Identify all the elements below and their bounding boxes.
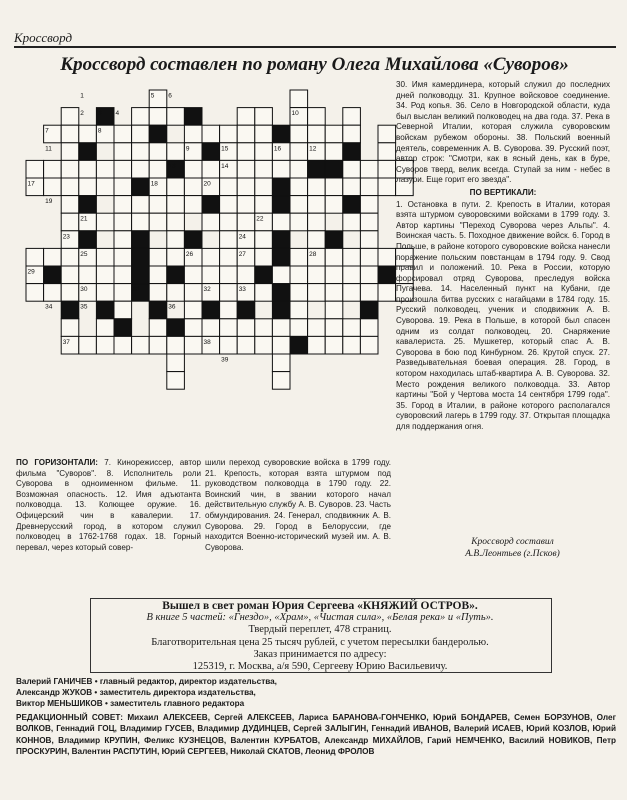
grid-cell[interactable]	[184, 301, 202, 319]
grid-number: 10	[291, 110, 299, 118]
grid-cell[interactable]	[132, 108, 150, 126]
editorial-board	[16, 712, 616, 757]
grid-cell[interactable]	[167, 143, 185, 161]
grid-cell[interactable]	[114, 301, 132, 319]
grid-cell[interactable]	[237, 213, 255, 231]
grid-number: 31	[133, 286, 141, 294]
grid-cell[interactable]	[360, 178, 378, 196]
grid-cell[interactable]	[61, 125, 79, 143]
grid-cell[interactable]	[132, 336, 150, 354]
grid-cell[interactable]	[167, 213, 185, 231]
grid-cell[interactable]	[343, 160, 361, 178]
grid-cell[interactable]	[290, 319, 308, 337]
grid-block	[272, 301, 290, 319]
grid-cell[interactable]	[79, 266, 97, 284]
grid-cell[interactable]	[96, 213, 114, 231]
grid-cell[interactable]	[255, 160, 273, 178]
grid-cell[interactable]	[132, 143, 150, 161]
grid-cell[interactable]	[290, 90, 308, 108]
grid-cell[interactable]	[220, 336, 238, 354]
board-names: Михаил АЛЕКСЕЕВ, Сергей АЛЕКСЕЕВ, Лариса БАРАНОВА-ГОНЧЕНКО, Юрий БОНДАРЕВ, Семен БОРЗУНОВ, Олег ВОЛКОВ, Геннадий ГОЦ, Владимир ГУСЕВ, Владимир ДУДИНЦЕВ, Сергей ЗАЛЫГИН, Геннадий ИВАНОВ, Валерий ИСАЕВ, Юрий КОЗЛОВ, Юрий КОННОВ, Владимир КРУПИН, Феликс КУЗНЕЦОВ, Валентин КУРБАТОВ, Александр МИХАЙЛОВ, Гарий НЕМЧЕНКО, Василий НОВИКОВ, Петр ПРОСКУРИН, Валентин РАСПУТИН, Юрий СЕРГЕЕВ, Николай СКАТОВ, Леонид ФРОЛОВ	[16, 713, 616, 756]
grid-cell[interactable]	[290, 284, 308, 302]
grid-cell[interactable]	[149, 160, 167, 178]
grid-cell[interactable]	[360, 213, 378, 231]
grid-number: 34	[45, 303, 53, 311]
grid-cell[interactable]	[343, 319, 361, 337]
grid-number: 9	[185, 145, 190, 153]
grid-number: 30	[80, 286, 88, 294]
grid-cell[interactable]	[237, 143, 255, 161]
grid-cell[interactable]	[308, 231, 326, 249]
grid-cell[interactable]	[360, 266, 378, 284]
grid-number: 19	[45, 198, 53, 206]
grid-block	[132, 248, 150, 266]
grid-cell[interactable]	[360, 336, 378, 354]
grid-block	[290, 336, 308, 354]
grid-cell[interactable]	[167, 372, 185, 390]
grid-cell[interactable]	[114, 248, 132, 266]
grid-number: 39	[221, 356, 229, 364]
grid-cell[interactable]	[290, 248, 308, 266]
grid-cell[interactable]	[96, 160, 114, 178]
grid-cell[interactable]	[378, 143, 396, 161]
grid-cell[interactable]	[44, 248, 62, 266]
grid-number: 18	[150, 180, 158, 188]
board-label: РЕДАКЦИОННЫЙ СОВЕТ:	[16, 713, 124, 722]
grid-number: 14	[221, 162, 229, 170]
grid-cell[interactable]	[237, 125, 255, 143]
grid-cell[interactable]	[325, 284, 343, 302]
grid-number: 20	[203, 180, 211, 188]
grid-cell[interactable]	[61, 196, 79, 214]
grid-number: 33	[238, 286, 246, 294]
grid-cell[interactable]	[290, 160, 308, 178]
grid-cell[interactable]	[255, 143, 273, 161]
grid-cell[interactable]	[308, 108, 326, 126]
grid-number: 32	[203, 286, 211, 294]
grid-block	[132, 231, 150, 249]
grid-block	[308, 160, 326, 178]
grid-number: 28	[309, 250, 317, 258]
grid-cell[interactable]	[44, 178, 62, 196]
staff-line: Валерий ГАНИЧЕВ • главный редактор, директор издательства,	[16, 677, 277, 686]
grid-cell[interactable]	[79, 160, 97, 178]
grid-cell[interactable]	[114, 196, 132, 214]
grid-cell[interactable]	[202, 319, 220, 337]
across-clues-mid: шили переход суворовские войска в 1799 году. 21. Крепость, которая взята штурмом под руководством полководца в 1790 году. 22. Воинский чин, в звании которого начал действительную службу А. В. Суворов. 23. Часть обмундирования. 24. Генерал, сподвижник А. В. Суворова. 29. Город в Белоруссии, где находится Военно-исторический музей им. А. В. Суворова.	[205, 458, 391, 552]
grid-cell[interactable]	[220, 231, 238, 249]
crossword-credit	[410, 536, 615, 560]
grid-cell[interactable]	[272, 213, 290, 231]
grid-block	[272, 178, 290, 196]
grid-cell[interactable]	[272, 336, 290, 354]
grid-cell[interactable]	[26, 160, 44, 178]
grid-cell[interactable]	[149, 319, 167, 337]
grid-block	[237, 301, 255, 319]
across-clues-part1: 7. Кинорежиссер, автор фильма "Суворов". 8. Исполнитель роли Суворова в одноименном фильме. 11. Возможная опасность. 12. Имя адъютанта полководца. 13. Колющее оружие. 16. Офицерский чин в кавалерии. 17. Древнерусский город, в котором служил полководец в 1762-1768 годах. 18. Горный перевал, через который совер-	[16, 458, 202, 552]
grid-cell[interactable]	[343, 125, 361, 143]
grid-cell[interactable]	[360, 231, 378, 249]
grid-cell[interactable]	[308, 178, 326, 196]
grid-cell[interactable]	[167, 336, 185, 354]
grid-cell[interactable]	[149, 143, 167, 161]
grid-cell[interactable]	[167, 354, 185, 372]
grid-block	[149, 301, 167, 319]
down-clues: 1. Остановка в пути. 2. Крепость в Италии, которая взята штурмом суворовскими войсками в 1799 году. 3. Автор картины "Переход Суворова через Альпы". 4. Воинская часть. 5. Походное движение войск. 6. Город в Польше, в районе которого суворовские войска нанесли поражение польским повстанцам в 1794 году. 9. Свод правил и положений. 10. Река в России, которую форсировал отряд Суворова, преследуя войска Пугачева. 14. Населенный пункт на Кубани, где произошла битва русских с нагайцами в 1784 году. 15. Русский полководец, ученик и сподвижник А. В. Суворова. 19. Река в Польше, в которой был спасен одним из солдат полководец. 20. Снаряжение кавалериста. 25. Мушкетер, который спас А. В. Суворова в бою под Кинбурном. 26. Крутой спуск. 27. Разведывательная боевая операция. 28. Город, в котором находилась штаб-квартира А. В. Суворова. 32. Место рождения великого полководца. 33. Автор картины "Бой у Чертова моста 14 сентября 1799 года". 35. Город в Италии, в районе которого располагался суворовский лагерь в 1799 году. 37. Открытая площадка для поддержания огня.	[396, 199, 610, 431]
grid-cell[interactable]	[132, 196, 150, 214]
grid-cell[interactable]	[237, 196, 255, 214]
ad-order-note: Заказ принимается по адресу:	[253, 648, 387, 660]
grid-block	[202, 143, 220, 161]
grid-block	[255, 266, 273, 284]
grid-cell[interactable]	[378, 160, 396, 178]
grid-number: 8	[97, 127, 102, 135]
grid-number: 13	[168, 162, 176, 170]
grid-cell[interactable]	[149, 108, 167, 126]
grid-cell[interactable]	[343, 266, 361, 284]
grid-cell[interactable]	[114, 266, 132, 284]
grid-cell[interactable]	[325, 266, 343, 284]
grid-block	[132, 266, 150, 284]
grid-cell[interactable]	[61, 248, 79, 266]
grid-number: 29	[27, 268, 35, 276]
grid-cell[interactable]	[149, 284, 167, 302]
grid-cell[interactable]	[220, 125, 238, 143]
grid-cell[interactable]	[184, 160, 202, 178]
grid-block	[44, 266, 62, 284]
grid-cell[interactable]	[290, 143, 308, 161]
ad-price: Благотворительная цена 25 тысяч рублей, с учетом пересылки бандеролью.	[151, 636, 489, 648]
grid-number: 5	[150, 92, 155, 100]
grid-number: 25	[80, 250, 88, 258]
grid-cell[interactable]	[202, 248, 220, 266]
ad-binding: Твердый переплет, 478 страниц.	[248, 624, 392, 636]
grid-cell[interactable]	[237, 336, 255, 354]
grid-cell[interactable]	[184, 266, 202, 284]
grid-cell[interactable]	[220, 178, 238, 196]
grid-cell[interactable]	[26, 284, 44, 302]
grid-cell[interactable]	[272, 319, 290, 337]
staff-line: Виктор МЕНЬШИКОВ • заместитель главного редактора	[16, 699, 245, 708]
grid-cell[interactable]	[220, 301, 238, 319]
grid-cell[interactable]	[255, 108, 273, 126]
grid-cell[interactable]	[272, 354, 290, 372]
grid-cell[interactable]	[237, 319, 255, 337]
grid-cell[interactable]	[167, 248, 185, 266]
grid-cell[interactable]	[96, 284, 114, 302]
grid-block	[272, 125, 290, 143]
grid-cell[interactable]	[44, 284, 62, 302]
grid-block	[272, 248, 290, 266]
grid-number: 2	[80, 110, 84, 118]
grid-cell[interactable]	[255, 125, 273, 143]
grid-cell[interactable]	[255, 231, 273, 249]
grid-cell[interactable]	[61, 266, 79, 284]
grid-cell[interactable]	[290, 301, 308, 319]
grid-cell[interactable]	[290, 125, 308, 143]
grid-cell[interactable]	[167, 231, 185, 249]
grid-cell[interactable]	[61, 178, 79, 196]
grid-cell[interactable]	[308, 336, 326, 354]
grid-cell[interactable]	[184, 319, 202, 337]
across-clues-continued: 30. Имя камердинера, который служил до последних дней полководцу. 31. Крупное войсковое соединение. 34. Род копья. 36. Село в Новгородской области, куда был выслан великий полководец на два года. 37. Река в Северной Италии, которая служила суворовским войскам рубежом обороны. 38. Польский военный деятель, современник А. В. Суворова. 39. Русский поэт, автор строк: "Смотри, как в ясный день, как в буре, Суворов тверд, велик всегда. Ступай за ним - небес в лазури. Еще горит его звезда".	[396, 80, 610, 185]
grid-block	[272, 231, 290, 249]
grid-cell[interactable]	[114, 336, 132, 354]
grid-cell[interactable]	[184, 196, 202, 214]
ad-headline: Вышел в свет роман Юрия Сергеева «КНЯЖИЙ ОСТРОВ».	[162, 600, 478, 612]
grid-cell[interactable]	[343, 108, 361, 126]
grid-cell[interactable]	[325, 196, 343, 214]
grid-cell[interactable]	[79, 336, 97, 354]
grid-cell[interactable]	[96, 266, 114, 284]
grid-block	[202, 301, 220, 319]
credit-line-1: Кроссворд составил	[471, 537, 554, 547]
grid-cell[interactable]	[132, 213, 150, 231]
grid-block	[325, 160, 343, 178]
grid-cell[interactable]	[308, 266, 326, 284]
grid-cell[interactable]	[378, 125, 396, 143]
grid-cell[interactable]	[61, 319, 79, 337]
grid-cell[interactable]	[114, 160, 132, 178]
grid-cell[interactable]	[360, 284, 378, 302]
grid-cell[interactable]	[132, 125, 150, 143]
across-clues-left	[16, 458, 201, 553]
grid-cell[interactable]	[325, 178, 343, 196]
grid-cell[interactable]	[220, 284, 238, 302]
book-advertisement	[90, 600, 550, 673]
grid-cell[interactable]	[255, 248, 273, 266]
grid-cell[interactable]	[61, 213, 79, 231]
grid-number: 23	[62, 233, 70, 241]
grid-number: 17	[27, 180, 35, 188]
grid-cell[interactable]	[343, 213, 361, 231]
grid-block	[114, 319, 132, 337]
grid-cell[interactable]	[378, 178, 396, 196]
grid-cell[interactable]	[184, 336, 202, 354]
grid-cell[interactable]	[220, 213, 238, 231]
grid-cell[interactable]	[255, 178, 273, 196]
grid-block	[378, 266, 396, 284]
grid-cell[interactable]	[255, 284, 273, 302]
grid-number: 3	[97, 110, 102, 118]
section-label: Кроссворд	[14, 30, 73, 45]
grid-block	[167, 266, 185, 284]
grid-cell[interactable]	[378, 248, 396, 266]
grid-cell[interactable]	[79, 125, 97, 143]
grid-block	[272, 196, 290, 214]
grid-number: 11	[45, 145, 52, 153]
grid-number: 1	[80, 92, 84, 100]
grid-cell[interactable]	[237, 160, 255, 178]
grid-block	[167, 319, 185, 337]
grid-number: 6	[168, 92, 172, 100]
grid-cell[interactable]	[96, 248, 114, 266]
grid-block	[96, 301, 114, 319]
grid-cell[interactable]	[360, 160, 378, 178]
grid-cell[interactable]	[202, 213, 220, 231]
grid-cell[interactable]	[237, 266, 255, 284]
grid-number: 27	[238, 250, 246, 258]
grid-cell[interactable]	[308, 319, 326, 337]
grid-cell[interactable]	[184, 178, 202, 196]
grid-cell[interactable]	[308, 284, 326, 302]
grid-block	[202, 196, 220, 214]
grid-block	[325, 231, 343, 249]
grid-cell[interactable]	[149, 248, 167, 266]
grid-cell[interactable]	[272, 266, 290, 284]
grid-number: 36	[168, 303, 176, 311]
grid-number: 24	[238, 233, 246, 241]
grid-cell[interactable]	[378, 284, 396, 302]
grid-block	[149, 125, 167, 143]
grid-cell[interactable]	[44, 160, 62, 178]
grid-cell[interactable]	[202, 160, 220, 178]
grid-cell[interactable]	[184, 125, 202, 143]
grid-cell[interactable]	[325, 319, 343, 337]
grid-cell[interactable]	[114, 143, 132, 161]
grid-block	[360, 301, 378, 319]
grid-cell[interactable]	[96, 319, 114, 337]
page-title: Кроссворд составлен по роману Олега Михайлова «Суворов»	[60, 54, 569, 75]
grid-cell[interactable]	[290, 213, 308, 231]
down-header: ПО ВЕРТИКАЛИ:	[469, 187, 537, 197]
grid-number: 4	[115, 110, 120, 118]
grid-cell[interactable]	[26, 248, 44, 266]
grid-cell[interactable]	[343, 336, 361, 354]
ad-parts: В книге 5 частей: «Гнездо», «Храм», «Чистая сила», «Белая река» и «Путь».	[146, 612, 494, 624]
grid-cell[interactable]	[255, 336, 273, 354]
grid-cell[interactable]	[255, 196, 273, 214]
grid-number: 15	[221, 145, 229, 153]
grid-cell[interactable]	[184, 284, 202, 302]
grid-cell[interactable]	[167, 196, 185, 214]
grid-cell[interactable]	[290, 196, 308, 214]
grid-number: 37	[62, 338, 70, 346]
grid-cell[interactable]	[325, 125, 343, 143]
grid-cell[interactable]	[167, 178, 185, 196]
grid-block	[79, 196, 97, 214]
grid-block	[272, 284, 290, 302]
grid-cell[interactable]	[167, 108, 185, 126]
grid-cell[interactable]	[343, 284, 361, 302]
grid-number: 26	[185, 250, 194, 258]
grid-cell[interactable]	[290, 178, 308, 196]
grid-number: 22	[256, 215, 264, 223]
grid-cell[interactable]	[220, 248, 238, 266]
grid-block	[61, 301, 79, 319]
grid-cell[interactable]	[96, 336, 114, 354]
grid-block	[132, 178, 150, 196]
grid-block	[79, 231, 97, 249]
grid-cell[interactable]	[237, 108, 255, 126]
grid-cell[interactable]	[149, 213, 167, 231]
grid-cell[interactable]	[360, 319, 378, 337]
grid-cell[interactable]	[202, 266, 220, 284]
grid-cell[interactable]	[290, 266, 308, 284]
grid-cell[interactable]	[308, 196, 326, 214]
grid-cell[interactable]	[272, 160, 290, 178]
grid-cell[interactable]	[308, 125, 326, 143]
grid-cell[interactable]	[308, 213, 326, 231]
grid-cell[interactable]	[325, 143, 343, 161]
grid-cell[interactable]	[61, 160, 79, 178]
grid-cell[interactable]	[325, 336, 343, 354]
grid-cell[interactable]	[149, 196, 167, 214]
grid-block	[343, 196, 361, 214]
grid-cell[interactable]	[325, 301, 343, 319]
grid-cell[interactable]	[61, 284, 79, 302]
grid-block	[184, 108, 202, 126]
grid-cell[interactable]	[220, 196, 238, 214]
grid-cell[interactable]	[237, 178, 255, 196]
grid-cell[interactable]	[149, 336, 167, 354]
staff-list	[16, 676, 416, 709]
grid-cell[interactable]	[167, 284, 185, 302]
ad-address: 125319, г. Москва, а/я 590, Сергееву Юрию Васильевичу.	[192, 661, 448, 673]
grid-number: 21	[80, 215, 88, 223]
grid-cell[interactable]	[61, 108, 79, 126]
grid-cell[interactable]	[79, 178, 97, 196]
grid-cell[interactable]	[96, 178, 114, 196]
grid-number: 16	[273, 145, 282, 153]
grid-cell[interactable]	[149, 266, 167, 284]
grid-cell[interactable]	[255, 319, 273, 337]
grid-block	[343, 143, 361, 161]
grid-cell[interactable]	[220, 319, 238, 337]
grid-cell[interactable]	[343, 178, 361, 196]
grid-cell[interactable]	[343, 248, 361, 266]
grid-number: 7	[45, 127, 49, 135]
grid-number: 12	[309, 145, 317, 153]
grid-cell[interactable]	[220, 266, 238, 284]
staff-line: Александр ЖУКОВ • заместитель директора издательства,	[16, 688, 256, 697]
grid-number: 38	[203, 338, 211, 346]
grid-cell[interactable]	[202, 125, 220, 143]
grid-cell[interactable]	[114, 284, 132, 302]
grid-cell[interactable]	[132, 160, 150, 178]
grid-cell[interactable]	[114, 213, 132, 231]
grid-cell[interactable]	[114, 125, 132, 143]
grid-cell[interactable]	[272, 372, 290, 390]
grid-block	[184, 231, 202, 249]
grid-cell[interactable]	[360, 248, 378, 266]
clues-right-column	[396, 80, 610, 433]
grid-cell[interactable]	[114, 231, 132, 249]
grid-number: 35	[80, 303, 88, 311]
grid-cell[interactable]	[325, 248, 343, 266]
grid-block	[79, 143, 97, 161]
across-header: ПО ГОРИЗОНТАЛИ:	[16, 458, 98, 467]
grid-cell[interactable]	[360, 196, 378, 214]
credit-line-2: А.В.Леонтьев (г.Псков)	[465, 549, 560, 559]
grid-cell[interactable]	[61, 143, 79, 161]
grid-cell[interactable]	[114, 178, 132, 196]
